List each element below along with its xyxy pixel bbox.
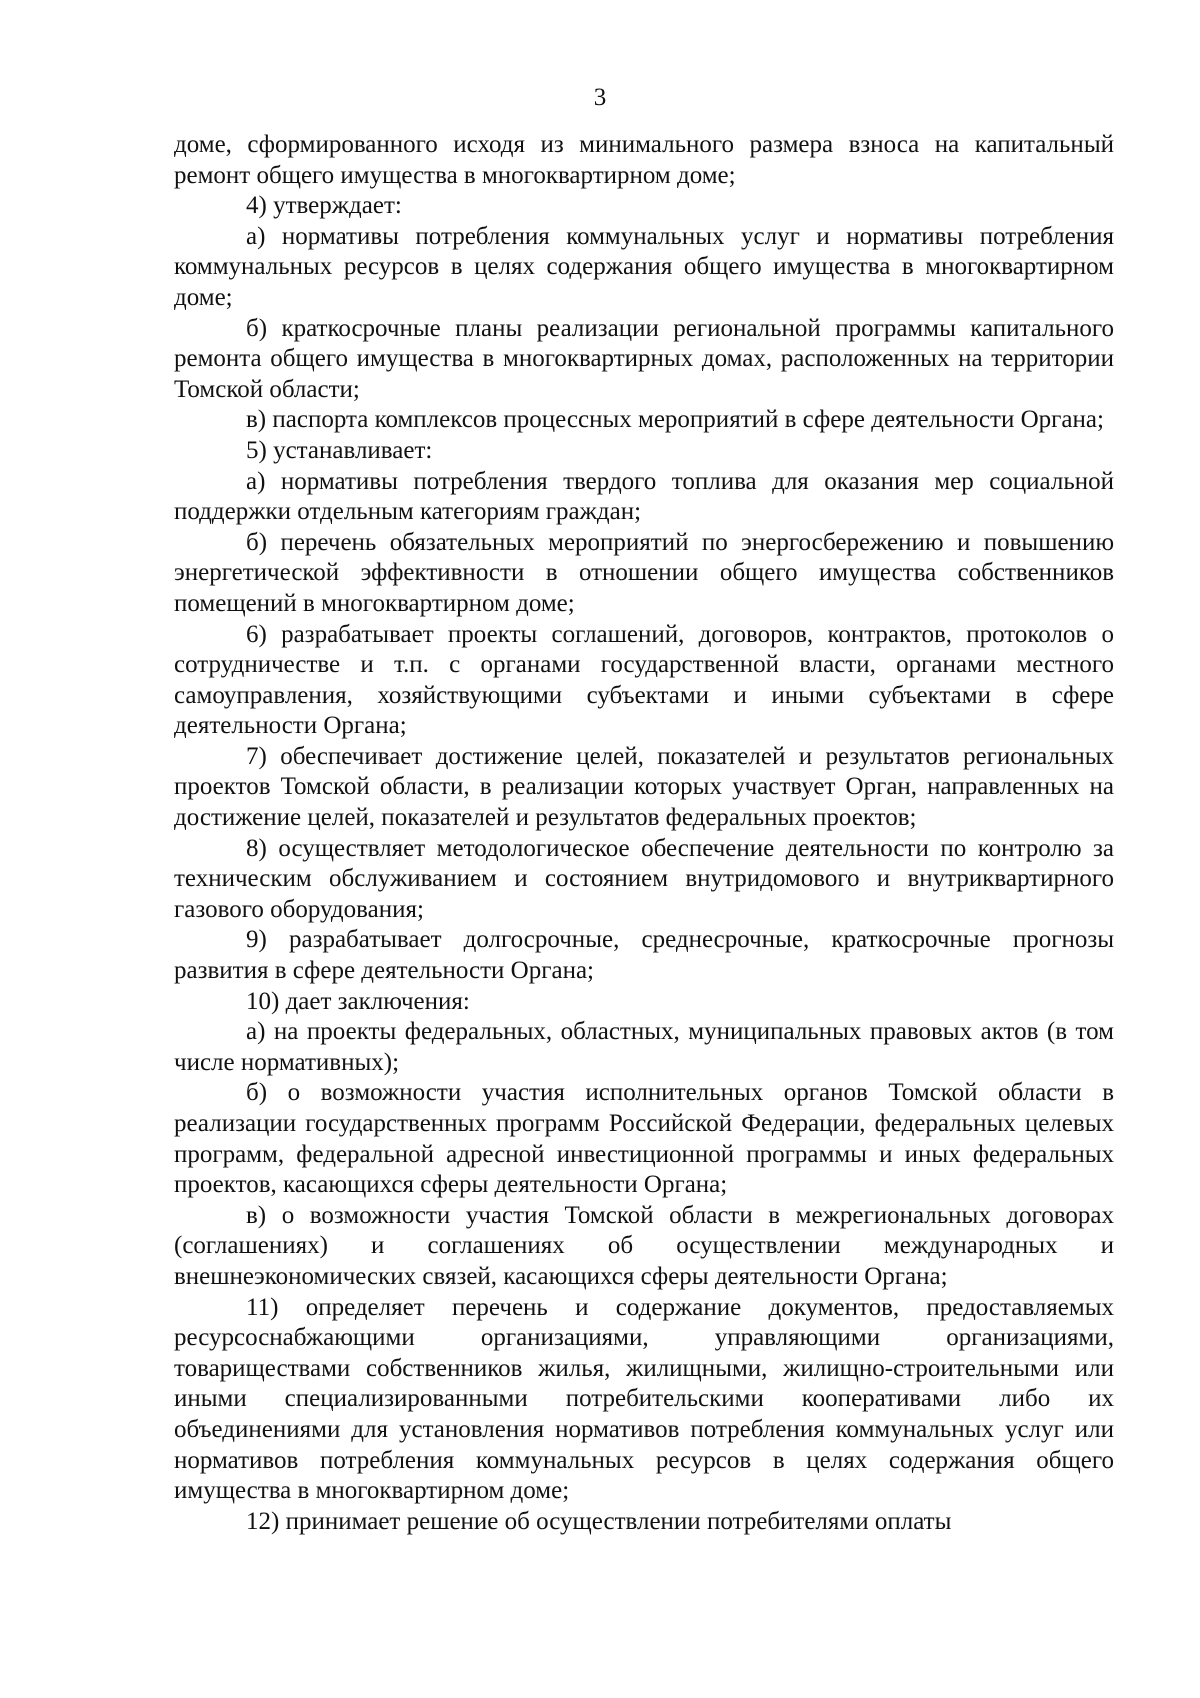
paragraph-item-6: 6) разрабатывает проекты соглашений, договоров, контрактов, протоколов о сотрудничестве и т.п. с органами государственной власти, органами местного самоуправления, хозяйствующими субъектами и иными субъектами в сфере деятельности Органа; <box>174 620 1114 740</box>
paragraph-item-4: 4) утверждает: <box>246 192 402 220</box>
paragraph-item-10: 10) дает заключения: <box>246 987 470 1015</box>
document-body <box>174 130 1114 1537</box>
paragraph-item-7: 7) обеспечивает достижение целей, показателей и результатов региональных проектов Томской области, в реализации которых участвует Орган, направленных на достижение целей, показателей и результатов федеральных проектов; <box>174 742 1114 832</box>
paragraph-item-10v: в) о возможности участия Томской области в межрегиональных договорах (соглашениях) и соглашениях об осуществлении международных и внешнеэкономических связей, касающихся сферы деятельности Органа; <box>174 1201 1114 1290</box>
paragraph-item-11: 11) определяет перечень и содержание документов, предоставляемых ресурсоснабжающими организациями, управляющими организациями, товариществами собственников жилья, жилищными, жилищно-строительными или иными специализированными потребительскими кооперативами либо их объединениями для установления нормативов потребления коммунальных услуг или нормативов потребления коммунальных ресурсов в целях содержания общего имущества в многоквартирном доме; <box>174 1293 1114 1505</box>
paragraph-item-4a: а) нормативы потребления коммунальных услуг и нормативы потребления коммунальных ресурсов в целях содержания общего имущества в многоквартирном доме; <box>174 222 1114 311</box>
paragraph-item-10b: б) о возможности участия исполнительных органов Томской области в реализации государственных программ Российской Федерации, федеральных целевых программ, федеральной адресной инвестиционной программы и иных федеральных проектов, касающихся сферы деятельности Органа; <box>174 1079 1114 1199</box>
paragraph-item-4b: б) краткосрочные планы реализации региональной программы капитального ремонта общего имущества в многоквартирных домах, расположенных на территории Томской области; <box>174 314 1114 403</box>
paragraph-item-8: 8) осуществляет методологическое обеспечение деятельности по контролю за техническим обслуживанием и состоянием внутридомового и внутриквартирного газового оборудования; <box>174 834 1114 923</box>
paragraph-item-12: 12) принимает решение об осуществлении потребителями оплаты <box>246 1507 952 1535</box>
paragraph-item-5a: а) нормативы потребления твердого топлива для оказания мер социальной поддержки отдельным категориям граждан; <box>174 467 1114 526</box>
paragraph-item-5: 5) устанавливает: <box>246 436 433 464</box>
paragraph-item-10a: а) на проекты федеральных, областных, муниципальных правовых актов (в том числе нормативных); <box>174 1018 1114 1076</box>
paragraph-continuation: доме, сформированного исходя из минимального размера взноса на капитальный ремонт общего имущества в многоквартирном доме; <box>174 131 1114 189</box>
paragraph-item-5b: б) перечень обязательных мероприятий по энергосбережению и повышению энергетической эффективности в отношении общего имущества собственников помещений в многоквартирном доме; <box>174 528 1114 617</box>
page-number: 3 <box>593 84 607 111</box>
paragraph-item-4v: в) паспорта комплексов процессных мероприятий в сфере деятельности Органа; <box>246 406 1104 434</box>
paragraph-item-9: 9) разрабатывает долгосрочные, среднесрочные, краткосрочные прогнозы развития в сфере деятельности Органа; <box>174 926 1114 985</box>
